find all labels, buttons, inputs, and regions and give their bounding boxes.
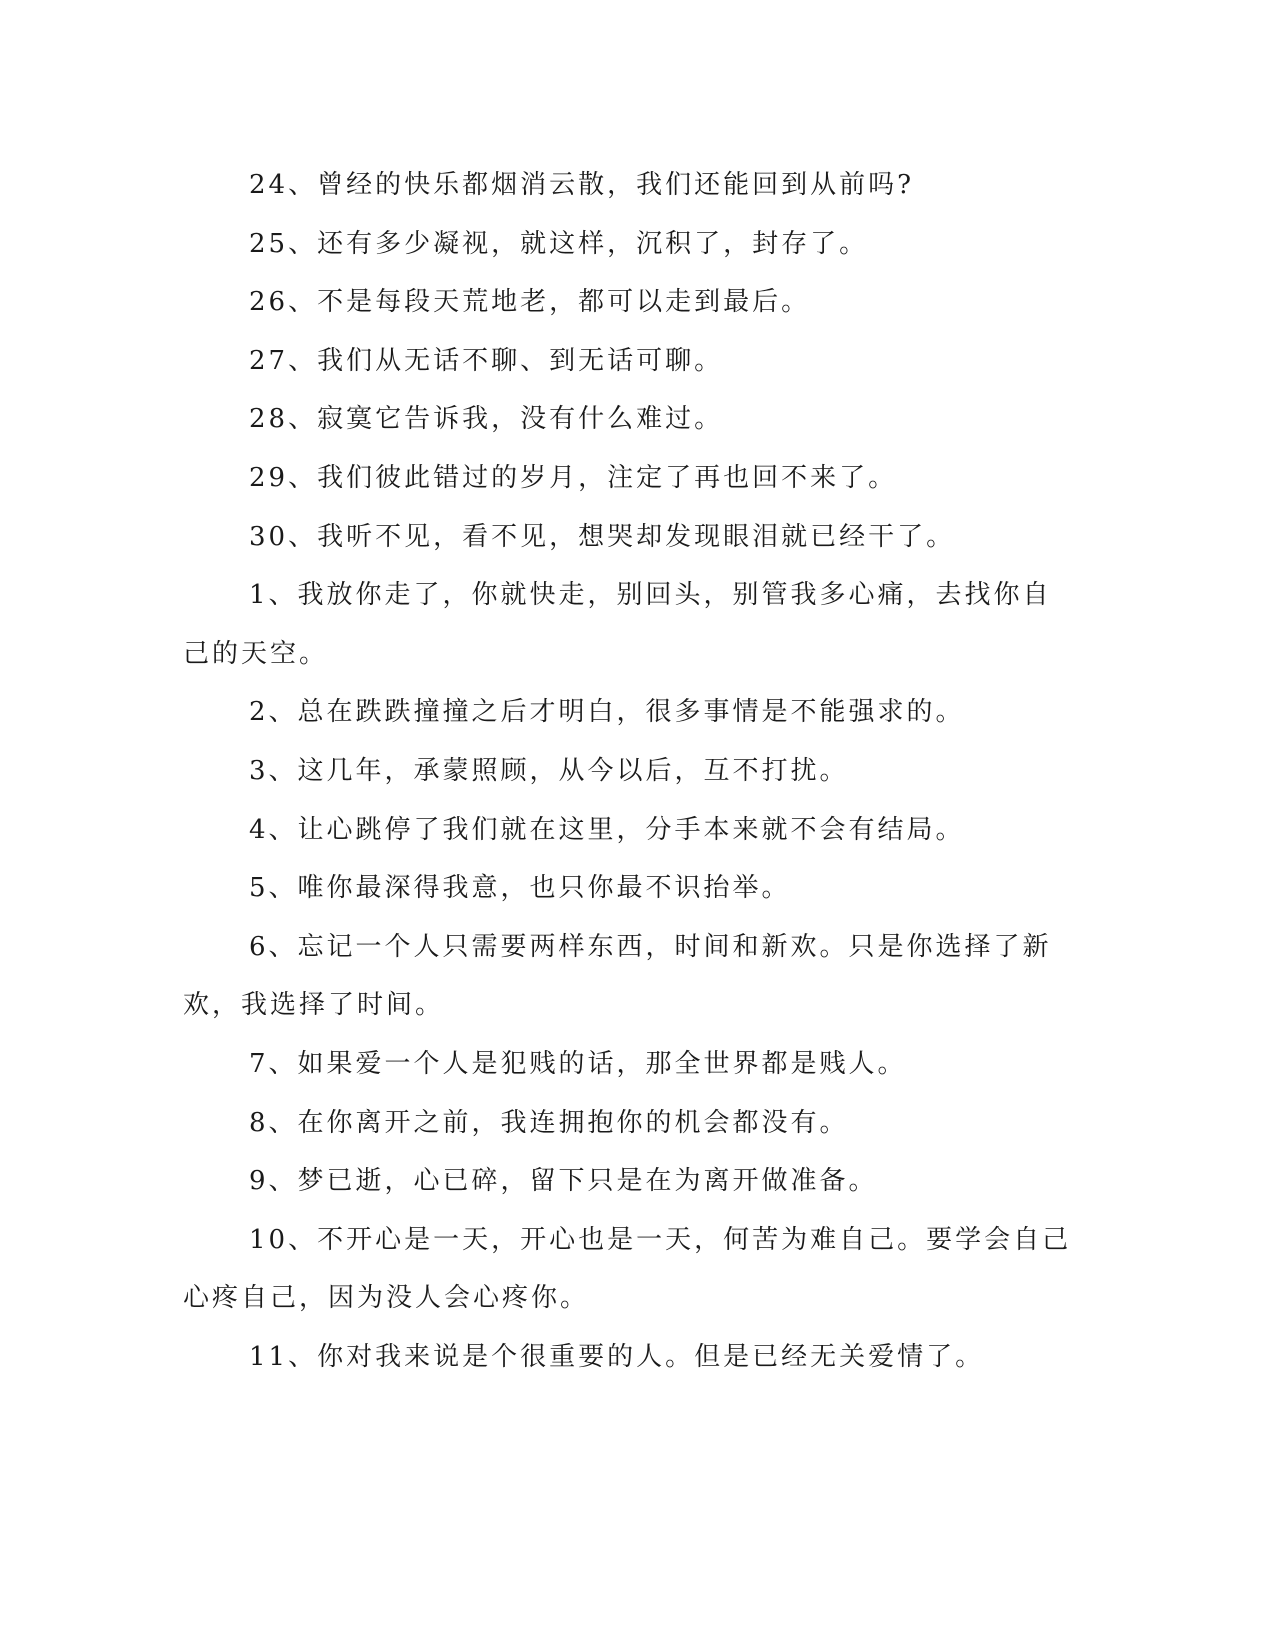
paragraph-3: 3、这几年，承蒙照顾，从今以后，互不打扰。: [249, 755, 849, 786]
paragraph-4: 4、让心跳停了我们就在这里，分手本来就不会有结局。: [249, 814, 965, 845]
paragraph-8: 8、在你离开之前，我连拥抱你的机会都没有。: [249, 1107, 849, 1138]
paragraph-30: 30、我听不见，看不见，想哭却发现眼泪就已经干了。: [249, 521, 956, 552]
paragraph-10: 10、不开心是一天，开心也是一天，何苦为难自己。要学会自己心疼自己，因为没人会心疼你。: [183, 1224, 1072, 1314]
paragraph-11: 11、你对我来说是个很重要的人。但是已经无关爱情了。: [249, 1341, 985, 1372]
paragraph-25: 25、还有多少凝视，就这样，沉积了，封存了。: [249, 228, 869, 259]
paragraph-7: 7、如果爱一个人是犯贱的话，那全世界都是贱人。: [249, 1048, 907, 1079]
paragraph-6: 6、忘记一个人只需要两样东西，时间和新欢。只是你选择了新欢，我选择了时间。: [183, 931, 1052, 1021]
paragraph-9: 9、梦已逝，心已碎，留下只是在为离开做准备。: [249, 1166, 878, 1197]
paragraph-26: 26、不是每段天荒地老，都可以走到最后。: [249, 287, 811, 318]
paragraph-2: 2、总在跌跌撞撞之后才明白，很多事情是不能强求的。: [249, 697, 965, 728]
paragraph-27: 27、我们从无话不聊、到无话可聊。: [249, 345, 724, 376]
paragraph-5: 5、唯你最深得我意，也只你最不识抬举。: [249, 873, 791, 904]
paragraph-24: 24、曾经的快乐都烟消云散，我们还能回到从前吗?: [249, 170, 915, 200]
paragraph-1: 1、我放你走了，你就快走，别回头，别管我多心痛，去找你自己的天空。: [183, 580, 1052, 669]
document-body: [183, 156, 1073, 1386]
paragraph-29: 29、我们彼此错过的岁月，注定了再也回不来了。: [249, 462, 898, 493]
paragraph-28: 28、寂寞它告诉我，没有什么难过。: [249, 404, 724, 435]
